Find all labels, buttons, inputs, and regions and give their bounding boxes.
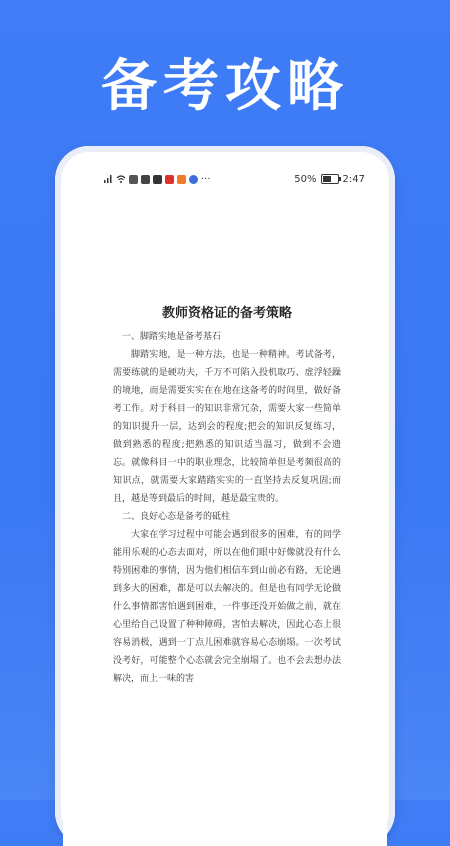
app-icon <box>177 175 186 184</box>
signal-icon <box>103 174 113 184</box>
section-body: 脚踏实地，是一种方法，也是一种精神。考试备考，需要练就的是硬功夫，千万不可陷入投机取巧、虚浮轻躁的境地，而是需要实实在在地在这备考的时间里，做好备考工作。对于科目一的知识非常冗杂，需要大家一些简单的知识提升一层，达到会的程度;把会的知识反复练习，做到熟悉的程度;把熟悉的知识适当温习，做到不会遗忘。就像科目一中的职业理念，比较简单但是考频很高的知识点，就需要大家踏踏实实的一直坚持去反复巩固;而且，越是等到最后的时间，越是最宝贵的。 <box>113 350 341 504</box>
clock: 2:47 <box>342 173 365 185</box>
hero-title: 备考攻略 <box>101 54 349 119</box>
section-body: 大家在学习过程中可能会遇到很多的困难，有的同学能用乐观的心态去面对，所以在他们眼中好像就没有什么特别困难的事情，因为他们相信车到山前必有路，无论遇到多大的困难，都是可以去解决的。但是也有同学无论做什么事情都害怕遇到困难，一件事还没开始做之前，就在心里给自己设置了种种障碍，害怕去解决，因此心态上很容易消极，遇到一丁点儿困难就容易心态崩塌。一次考试没考好，可能整个心态就会完全崩塌了。也不会去想办法解决，而上一味的害 <box>113 530 341 684</box>
battery-icon <box>321 174 339 184</box>
app-icon <box>129 175 138 184</box>
app-icon <box>165 175 174 184</box>
app-icon <box>153 175 162 184</box>
wifi-icon <box>116 174 126 184</box>
battery-percent: 50% <box>294 173 317 185</box>
document-title: 教师资格证的备考策略 <box>161 306 292 321</box>
mail-icon <box>141 175 150 184</box>
app-icon <box>189 175 198 184</box>
section-heading: 二、良好心态是备考的砥柱 <box>122 512 231 522</box>
section-heading: 一、脚踏实地是备考基石 <box>122 332 222 342</box>
status-bar <box>103 172 365 186</box>
status-right <box>294 174 365 185</box>
phone-mockup <box>55 146 395 846</box>
more-notifications-icon: ··· <box>201 173 211 185</box>
document <box>113 304 341 688</box>
status-icons <box>103 174 211 185</box>
phone-screen <box>63 154 387 846</box>
